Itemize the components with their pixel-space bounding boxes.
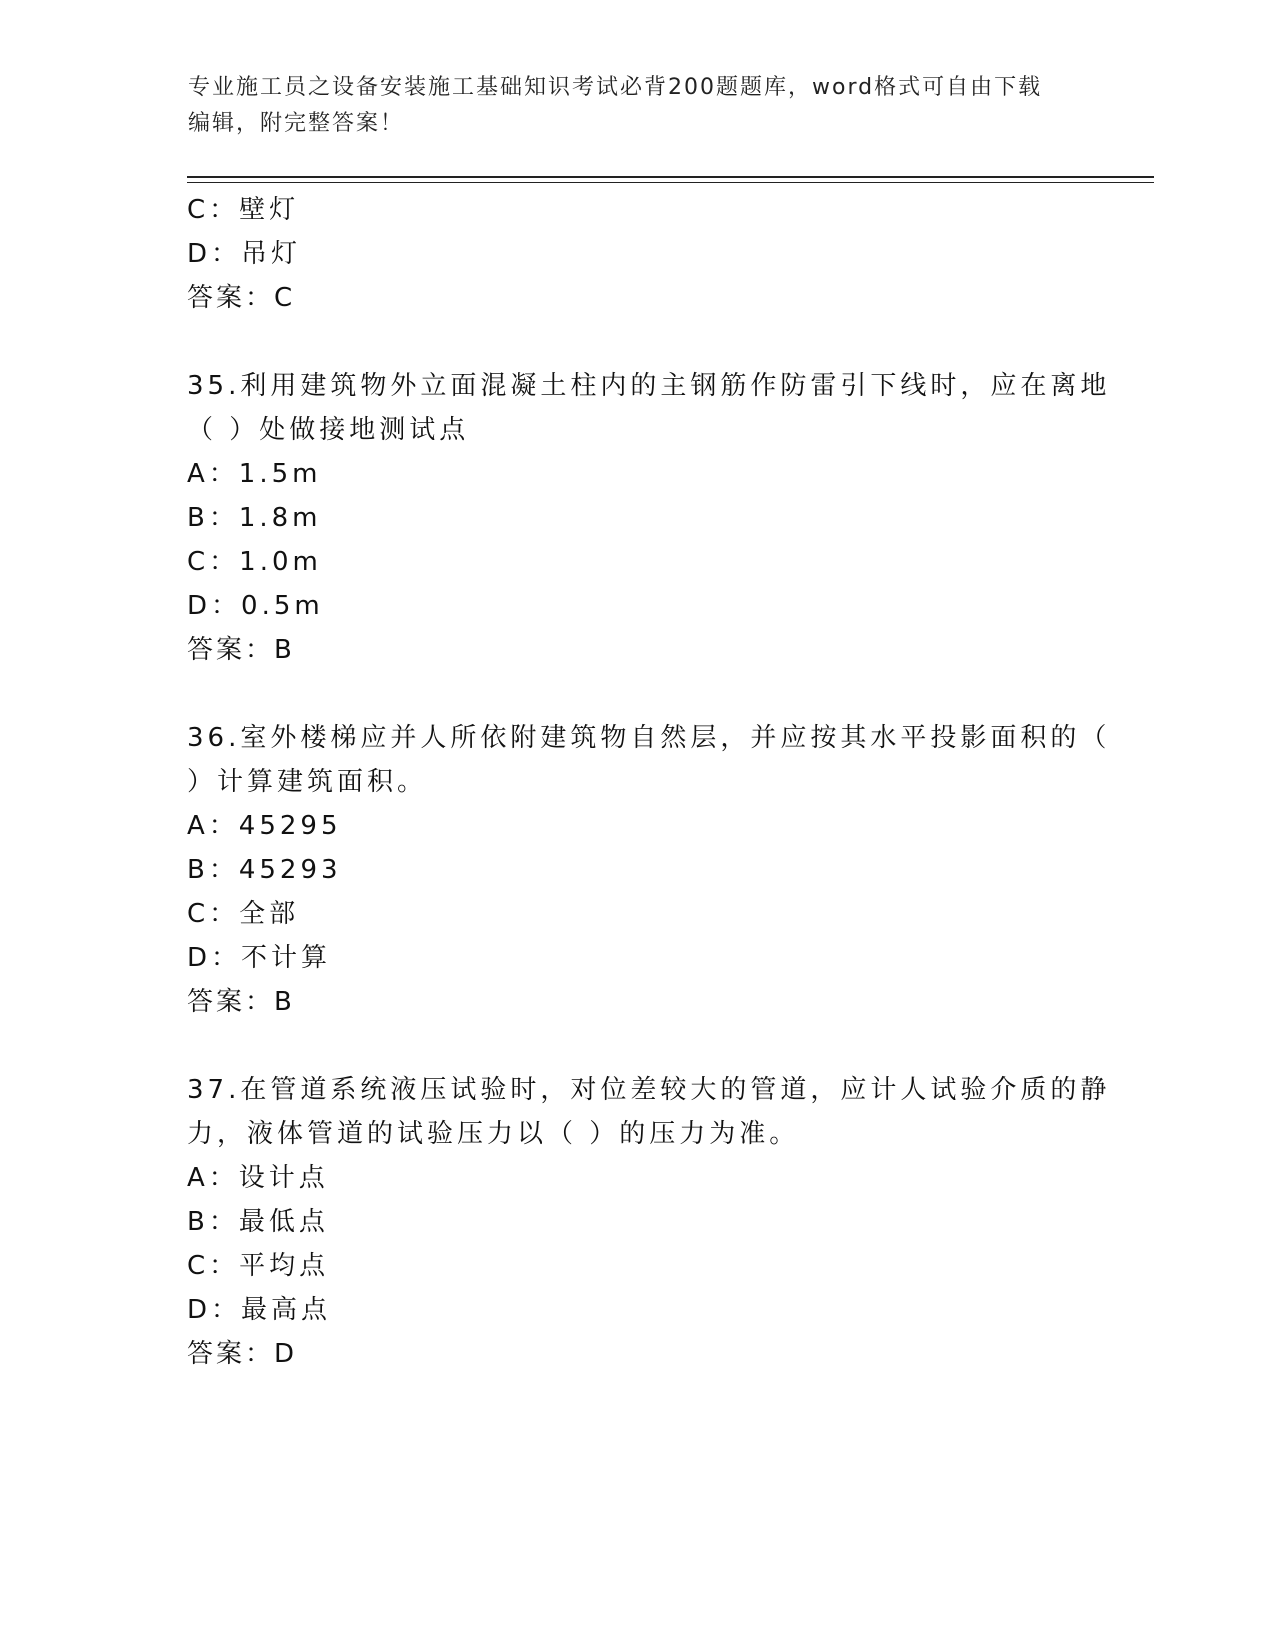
q37-option-c: C：平均点 <box>187 1251 330 1281</box>
q36-option-c: C：全部 <box>187 899 300 929</box>
q36-option-d: D：不计算 <box>187 943 332 973</box>
q36-option-a: A：45295 <box>187 811 342 841</box>
q36-stem-line-2: ）计算建筑面积。 <box>187 767 428 797</box>
q35-stem-line-2: （ ）处做接地测试点 <box>187 415 470 445</box>
q34-option-d: D：吊灯 <box>187 239 302 269</box>
q37-option-b: B：最低点 <box>187 1207 329 1237</box>
header-divider-thick <box>187 176 1154 178</box>
q35-option-c: C：1.0m <box>187 547 322 577</box>
q37-stem-line-1: 37.在管道系统液压试验时，对位差较大的管道，应计人试验介质的静 <box>187 1075 1111 1105</box>
header-line-1: 专业施工员之设备安装施工基础知识考试必背200题题库，word格式可自由下载 <box>188 75 1043 100</box>
q35-option-b: B：1.8m <box>187 503 322 533</box>
q34-answer: 答案：C <box>187 283 296 313</box>
header-line-2: 编辑，附完整答案！ <box>188 111 405 136</box>
header-divider-thin <box>187 182 1154 183</box>
q35-option-a: A：1.5m <box>187 459 322 489</box>
q37-option-a: A：设计点 <box>187 1163 329 1193</box>
q34-option-c: C：壁灯 <box>187 195 300 225</box>
q36-stem-line-1: 36.室外楼梯应并人所依附建筑物自然层，并应按其水平投影面积的（ <box>187 723 1111 753</box>
q36-answer: 答案：B <box>187 987 295 1017</box>
document-header <box>188 70 1068 142</box>
q35-stem-line-1: 35.利用建筑物外立面混凝土柱内的主钢筋作防雷引下线时，应在离地 <box>187 371 1111 401</box>
q35-answer: 答案：B <box>187 635 295 665</box>
q37-answer: 答案：D <box>187 1339 298 1369</box>
q37-option-d: D：最高点 <box>187 1295 332 1325</box>
q35-option-d: D：0.5m <box>187 591 324 621</box>
q37-stem-line-2: 力，液体管道的试验压力以（ ）的压力为准。 <box>187 1119 800 1149</box>
q36-option-b: B：45293 <box>187 855 342 885</box>
